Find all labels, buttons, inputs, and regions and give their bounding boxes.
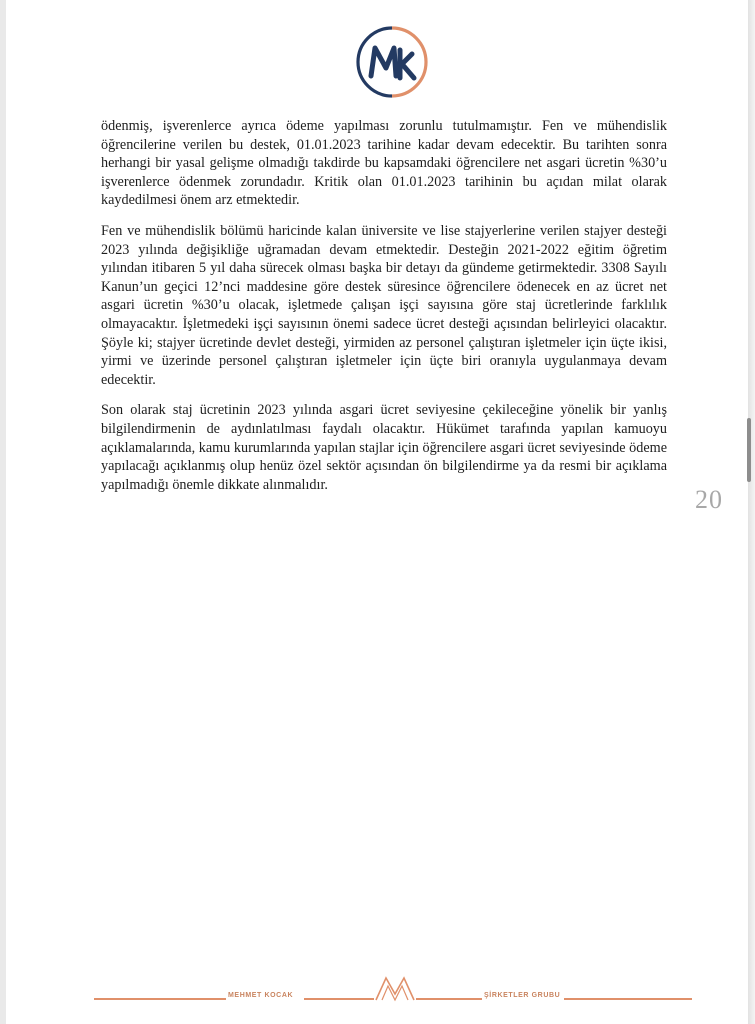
mountain-mark-icon (374, 974, 416, 1002)
footer-divider-left (94, 998, 226, 1000)
mk-logo (354, 24, 430, 100)
page-footer (6, 968, 748, 1008)
document-page (6, 0, 748, 1024)
footer-right-label: ŞİRKETLER GRUBU (484, 992, 561, 999)
article-body (101, 117, 667, 506)
viewer-edge (748, 0, 755, 1024)
footer-divider-right (564, 998, 692, 1000)
footer-divider-mid-left (304, 998, 374, 1000)
paragraph-2: Fen ve mühendislik bölümü haricinde kalan üniversite ve lise stajyerlerine verilen stajyer desteği 2023 yılında değişikliğe uğramadan devam etmektedir. Desteğin 2021-2022 eğitim öğretim yılından itibaren 5 yıl daha sürecek olması başka bir detayı da gündeme getirmektedir. 3308 Sayılı Kanun’un geçici 12’nci maddesine göre destek süresince öğrencilere ödenecek en az ücret net asgari ücretin %30’u olacak, işletmede çalışan işçi sayısına göre staj ücretlerinde farklılık olmayacaktır. İşletmedeki işçi sayısının önemi sadece ücret desteği açısından belirleyici olacaktır. Şöyle ki; stajyer ücretinde devlet desteği, yirmiden az personel çalıştıran işletmeler için üçte ikisi, yirmi ve üzerinde personel çalıştıran işletmeler için üçte biri oranıyla uygulanmaya devam edecektir. (101, 222, 667, 388)
page-number: 20 (695, 485, 723, 514)
paragraph-3: Son olarak staj ücretinin 2023 yılında asgari ücret seviyesine çekileceğine yönelik bir yanlış bilgilendirmenin de aydınlatılması faydalı olacaktır. Hükümet tarafında yapılan kamuoyu açıklamalarında, kamu kurumlarında yapılan stajlar için öğrencilere asgari ücret seviyesinde ödeme yapılacağı açıklanmış olup henüz özel sektör açısından ön bilgilendirme ya da resmi bir açıklama yapılmadığı önemle dikkate alınmalıdır. (101, 402, 667, 493)
mk-logo-graphic (354, 24, 430, 100)
footer-mountain-logo (374, 974, 416, 1002)
footer-divider-mid-right (416, 998, 482, 1000)
scrollbar-thumb[interactable] (747, 418, 751, 482)
footer-left-label: MEHMET KOCAK (228, 992, 294, 999)
paragraph-1: ödenmiş, işverenlerce ayrıca ödeme yapılması zorunlu tutulmamıştır. Fen ve mühendislik öğrencilerine verilen bu destek, 01.01.2023 tarihine kadar devam edecektir. Bu tarihten sonra herhangi bir yasal gelişme olmadığı takdirde bu kapsamdaki öğrencilere net asgari ücretin %30’u işverenlerce ödenmek zorundadır. Kritik olan 01.01.2023 tarihinin bu açıdan milat olarak kaydedilmesi önem arz etmektedir. (101, 118, 667, 209)
